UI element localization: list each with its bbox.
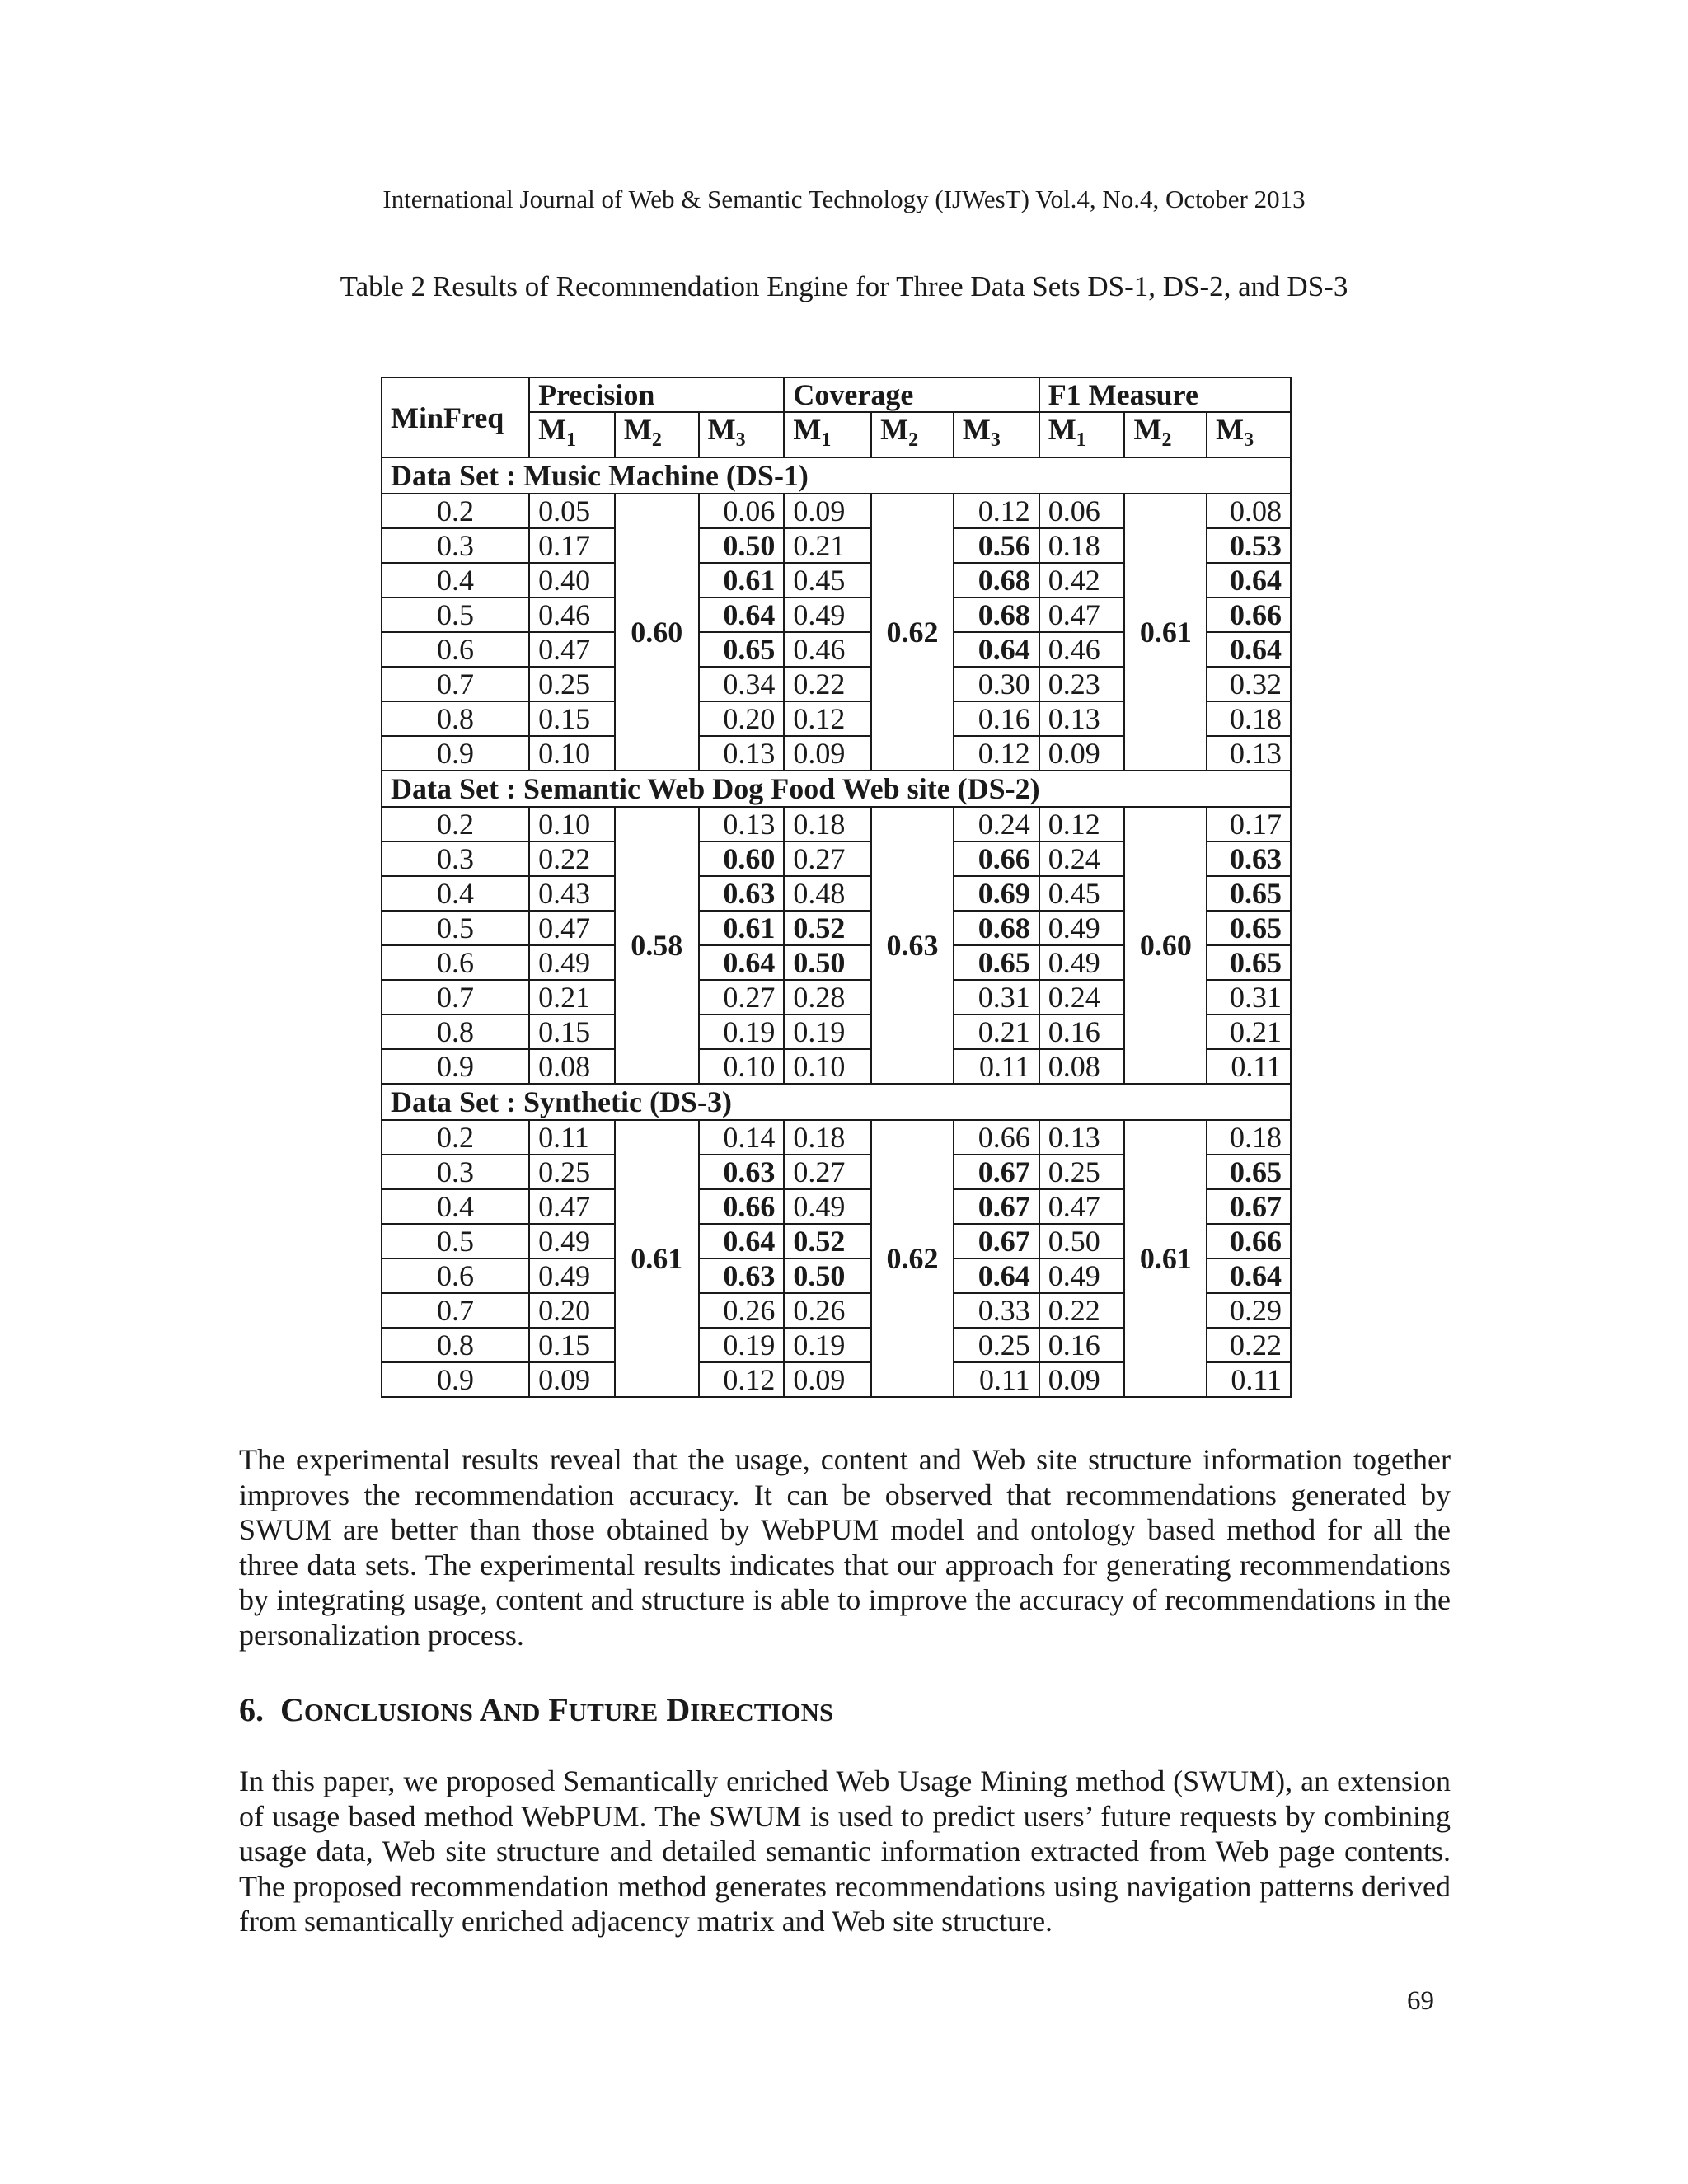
precision-m1-cell: 0.49	[529, 1258, 615, 1293]
f1-m1-cell: 0.46	[1039, 632, 1125, 667]
coverage-m1-cell: 0.21	[784, 528, 871, 563]
method-letter: M	[793, 413, 822, 446]
coverage-m3-cell: 0.68	[954, 598, 1039, 632]
f1-m1-cell: 0.08	[1039, 1049, 1125, 1084]
coverage-m3-cell: 0.31	[954, 980, 1039, 1015]
precision-m3-cell: 0.06	[699, 494, 785, 528]
coverage-m3-cell: 0.66	[954, 1120, 1039, 1155]
precision-m1-cell: 0.49	[529, 945, 615, 980]
minfreq-cell: 0.9	[382, 1362, 529, 1397]
f1-m1-cell: 0.09	[1039, 1362, 1125, 1397]
minfreq-cell: 0.7	[382, 980, 529, 1015]
minfreq-cell: 0.8	[382, 701, 529, 736]
method-letter: M	[707, 413, 736, 446]
precision-m3-cell: 0.27	[699, 980, 785, 1015]
minfreq-cell: 0.3	[382, 528, 529, 563]
method-index: 1	[821, 429, 832, 452]
section-row	[382, 457, 1291, 494]
precision-m1-cell: 0.09	[529, 1362, 615, 1397]
precision-m3-cell: 0.12	[699, 1362, 785, 1397]
precision-m2-merged-cell: 0.58	[615, 807, 699, 1084]
coverage-m1-cell: 0.12	[784, 701, 871, 736]
coverage-m2-merged-cell: 0.63	[871, 807, 954, 1084]
minfreq-cell: 0.6	[382, 632, 529, 667]
f1-m3-cell: 0.17	[1207, 807, 1291, 841]
coverage-m3-cell: 0.66	[954, 841, 1039, 876]
f1-m1-cell: 0.12	[1039, 807, 1125, 841]
table-row	[382, 494, 1291, 528]
section-title-cell: Data Set : Semantic Web Dog Food Web site (DS-2)	[382, 771, 1291, 807]
f1-m3-cell: 0.64	[1207, 563, 1291, 598]
coverage-m1-cell: 0.27	[784, 841, 871, 876]
minfreq-cell: 0.2	[382, 807, 529, 841]
f1-m3-cell: 0.64	[1207, 1258, 1291, 1293]
precision-m1-cell: 0.47	[529, 911, 615, 945]
minfreq-cell: 0.2	[382, 494, 529, 528]
coverage-header: Coverage	[784, 377, 1039, 412]
results-table	[381, 377, 1292, 1398]
coverage-m1-cell: 0.26	[784, 1293, 871, 1328]
f1-m1-cell: 0.13	[1039, 701, 1125, 736]
minfreq-header: MinFreq	[382, 377, 529, 457]
coverage-m1-cell: 0.10	[784, 1049, 871, 1084]
f1-m3-cell: 0.53	[1207, 528, 1291, 563]
heading-initial: D	[666, 1691, 691, 1728]
f1-m3-cell: 0.11	[1207, 1049, 1291, 1084]
precision-m3-cell: 0.65	[699, 632, 785, 667]
f1-m2-merged-cell: 0.61	[1124, 494, 1207, 771]
f1-m1-cell: 0.49	[1039, 911, 1125, 945]
precision-m1-header	[529, 412, 615, 457]
precision-m1-cell: 0.21	[529, 980, 615, 1015]
coverage-m3-cell: 0.67	[954, 1155, 1039, 1189]
precision-m3-cell: 0.34	[699, 667, 785, 701]
heading-rest: UTURE	[568, 1698, 659, 1727]
f1-m1-cell: 0.16	[1039, 1328, 1125, 1362]
coverage-m3-cell: 0.16	[954, 701, 1039, 736]
f1-m3-cell: 0.65	[1207, 945, 1291, 980]
section-title	[280, 1691, 833, 1728]
f1-m3-cell: 0.18	[1207, 701, 1291, 736]
heading-initial: F	[548, 1691, 569, 1728]
table-row	[382, 807, 1291, 841]
method-index: 2	[1161, 429, 1172, 452]
table-caption: Table 2 Results of Recommendation Engine for Three Data Sets DS-1, DS-2, and DS-3	[340, 270, 1348, 302]
coverage-m1-cell: 0.52	[784, 911, 871, 945]
precision-m3-cell: 0.26	[699, 1293, 785, 1328]
page-number: 69	[1407, 1986, 1434, 2016]
running-header: International Journal of Web & Semantic Technology (IJWesT) Vol.4, No.4, October 2013	[382, 185, 1306, 213]
precision-m1-cell: 0.22	[529, 841, 615, 876]
f1-m1-cell: 0.47	[1039, 598, 1125, 632]
minfreq-cell: 0.8	[382, 1015, 529, 1049]
precision-m3-cell: 0.10	[699, 1049, 785, 1084]
f1-m1-cell: 0.06	[1039, 494, 1125, 528]
f1-m3-cell: 0.31	[1207, 980, 1291, 1015]
conclusion-paragraph: In this paper, we proposed Semantically enriched Web Usage Mining method (SWUM), an extension of usage based method WebPUM. The SWUM is used to predict users’ future requests by combining usage data, Web site structure and detailed semantic information extracted from Web page contents. The proposed recommendation method generates recommendations using navigation patterns derived from semantically enriched adjacency matrix and Web site structure.	[239, 1765, 1451, 1938]
method-letter: M	[880, 413, 909, 446]
table-row	[382, 1120, 1291, 1155]
header-row-groups	[382, 377, 1291, 412]
coverage-m1-cell: 0.46	[784, 632, 871, 667]
coverage-m1-cell: 0.50	[784, 1258, 871, 1293]
precision-m2-merged-cell: 0.61	[615, 1120, 699, 1397]
precision-m3-cell: 0.50	[699, 528, 785, 563]
f1-m3-cell: 0.65	[1207, 876, 1291, 911]
coverage-m1-cell: 0.50	[784, 945, 871, 980]
minfreq-cell: 0.4	[382, 1189, 529, 1224]
coverage-m1-cell: 0.09	[784, 1362, 871, 1397]
coverage-m1-cell: 0.22	[784, 667, 871, 701]
method-index: 2	[651, 429, 662, 452]
f1-m2-merged-cell: 0.61	[1124, 1120, 1207, 1397]
f1-m3-cell: 0.32	[1207, 667, 1291, 701]
f1-m1-cell: 0.18	[1039, 528, 1125, 563]
f1-m1-cell: 0.42	[1039, 563, 1125, 598]
f1-m3-cell: 0.63	[1207, 841, 1291, 876]
method-index: 2	[908, 429, 919, 452]
precision-m1-cell: 0.43	[529, 876, 615, 911]
f1-m1-cell: 0.45	[1039, 876, 1125, 911]
heading-initial: A	[479, 1691, 504, 1728]
method-letter: M	[1216, 413, 1245, 446]
precision-m3-cell: 0.63	[699, 1155, 785, 1189]
precision-m3-cell: 0.13	[699, 807, 785, 841]
coverage-m3-cell: 0.68	[954, 563, 1039, 598]
method-letter: M	[1133, 413, 1162, 446]
minfreq-cell: 0.6	[382, 945, 529, 980]
f1-m3-cell: 0.66	[1207, 598, 1291, 632]
method-index: 3	[735, 429, 746, 452]
precision-m1-cell: 0.20	[529, 1293, 615, 1328]
coverage-m1-cell: 0.45	[784, 563, 871, 598]
coverage-m3-cell: 0.65	[954, 945, 1039, 980]
f1-m3-cell: 0.18	[1207, 1120, 1291, 1155]
coverage-m3-cell: 0.12	[954, 494, 1039, 528]
section-row	[382, 771, 1291, 807]
coverage-m3-cell: 0.64	[954, 632, 1039, 667]
f1-m1-cell: 0.13	[1039, 1120, 1125, 1155]
minfreq-cell: 0.3	[382, 1155, 529, 1189]
method-index: 1	[566, 429, 577, 452]
results-paragraph: The experimental results reveal that the usage, content and Web site structure information together improves the recommendation accuracy. It can be observed that recommendations generated by SWUM are better than those obtained by WebPUM model and ontology based method for all the three data sets. The experimental results indicates that our approach for generating recommendations by integrating usage, content and structure is able to improve the accuracy of recommendations in the personalization process.	[239, 1443, 1451, 1652]
precision-m2-merged-cell: 0.60	[615, 494, 699, 771]
precision-m1-cell: 0.15	[529, 1015, 615, 1049]
coverage-m1-cell: 0.18	[784, 1120, 871, 1155]
f1-m1-cell: 0.09	[1039, 736, 1125, 771]
precision-m3-cell: 0.63	[699, 876, 785, 911]
f1-m3-cell: 0.64	[1207, 632, 1291, 667]
precision-m3-cell: 0.19	[699, 1015, 785, 1049]
minfreq-cell: 0.5	[382, 598, 529, 632]
minfreq-cell: 0.4	[382, 563, 529, 598]
f1-m1-cell: 0.24	[1039, 841, 1125, 876]
precision-m1-cell: 0.08	[529, 1049, 615, 1084]
table-body	[382, 457, 1291, 1397]
minfreq-cell: 0.9	[382, 1049, 529, 1084]
method-letter: M	[623, 413, 652, 446]
coverage-m1-cell: 0.09	[784, 494, 871, 528]
precision-m1-cell: 0.05	[529, 494, 615, 528]
f1-m1-cell: 0.24	[1039, 980, 1125, 1015]
precision-m1-cell: 0.17	[529, 528, 615, 563]
f1-m3-cell: 0.67	[1207, 1189, 1291, 1224]
precision-m3-cell: 0.66	[699, 1189, 785, 1224]
precision-m1-cell: 0.49	[529, 1224, 615, 1258]
minfreq-cell: 0.2	[382, 1120, 529, 1155]
precision-m2-header	[615, 412, 699, 457]
coverage-m1-cell: 0.52	[784, 1224, 871, 1258]
f1-m1-cell: 0.50	[1039, 1224, 1125, 1258]
method-letter: M	[1048, 413, 1076, 446]
coverage-m3-cell: 0.30	[954, 667, 1039, 701]
f1-m2-merged-cell: 0.60	[1124, 807, 1207, 1084]
minfreq-cell: 0.5	[382, 911, 529, 945]
section-heading	[239, 1690, 833, 1733]
method-letter: M	[962, 413, 991, 446]
heading-rest: ONCLUSIONS	[303, 1698, 473, 1727]
coverage-m3-cell: 0.11	[954, 1049, 1039, 1084]
coverage-m1-cell: 0.49	[784, 1189, 871, 1224]
minfreq-cell: 0.8	[382, 1328, 529, 1362]
coverage-m3-cell: 0.56	[954, 528, 1039, 563]
precision-m1-cell: 0.10	[529, 736, 615, 771]
precision-m1-cell: 0.25	[529, 1155, 615, 1189]
precision-m1-cell: 0.15	[529, 701, 615, 736]
precision-m1-cell: 0.46	[529, 598, 615, 632]
minfreq-cell: 0.3	[382, 841, 529, 876]
f1-m3-header	[1207, 412, 1291, 457]
coverage-m1-cell: 0.27	[784, 1155, 871, 1189]
precision-m3-cell: 0.64	[699, 598, 785, 632]
coverage-m3-cell: 0.25	[954, 1328, 1039, 1362]
f1-m3-cell: 0.29	[1207, 1293, 1291, 1328]
coverage-m3-cell: 0.11	[954, 1362, 1039, 1397]
method-index: 3	[990, 429, 1001, 452]
precision-m1-cell: 0.47	[529, 1189, 615, 1224]
heading-rest: IRECTIONS	[690, 1698, 834, 1727]
precision-m3-cell: 0.63	[699, 1258, 785, 1293]
f1-m1-cell: 0.49	[1039, 1258, 1125, 1293]
minfreq-cell: 0.7	[382, 667, 529, 701]
coverage-m1-cell: 0.19	[784, 1015, 871, 1049]
precision-m1-cell: 0.10	[529, 807, 615, 841]
coverage-m3-cell: 0.69	[954, 876, 1039, 911]
coverage-m3-cell: 0.21	[954, 1015, 1039, 1049]
coverage-m3-cell: 0.68	[954, 911, 1039, 945]
coverage-m1-cell: 0.09	[784, 736, 871, 771]
precision-m3-cell: 0.19	[699, 1328, 785, 1362]
method-index: 1	[1076, 429, 1086, 452]
minfreq-cell: 0.4	[382, 876, 529, 911]
coverage-m3-header	[954, 412, 1039, 457]
f1-m1-cell: 0.22	[1039, 1293, 1125, 1328]
coverage-m3-cell: 0.67	[954, 1189, 1039, 1224]
precision-m3-cell: 0.14	[699, 1120, 785, 1155]
coverage-m3-cell: 0.64	[954, 1258, 1039, 1293]
coverage-m1-header	[784, 412, 871, 457]
coverage-m1-cell: 0.18	[784, 807, 871, 841]
f1-m3-cell: 0.65	[1207, 1155, 1291, 1189]
coverage-m1-cell: 0.48	[784, 876, 871, 911]
method-letter: M	[538, 413, 567, 446]
precision-m1-cell: 0.40	[529, 563, 615, 598]
f1-m3-cell: 0.08	[1207, 494, 1291, 528]
f1-m3-cell: 0.21	[1207, 1015, 1291, 1049]
precision-m3-header	[699, 412, 785, 457]
precision-m3-cell: 0.20	[699, 701, 785, 736]
f1-m2-header	[1124, 412, 1207, 457]
coverage-m1-cell: 0.19	[784, 1328, 871, 1362]
coverage-m1-cell: 0.28	[784, 980, 871, 1015]
precision-header: Precision	[529, 377, 784, 412]
minfreq-cell: 0.5	[382, 1224, 529, 1258]
f1-m1-header	[1039, 412, 1125, 457]
precision-m3-cell: 0.64	[699, 945, 785, 980]
section-title-cell: Data Set : Music Machine (DS-1)	[382, 457, 1291, 494]
section-number: 6.	[239, 1691, 264, 1728]
precision-m3-cell: 0.60	[699, 841, 785, 876]
f1-m1-cell: 0.25	[1039, 1155, 1125, 1189]
heading-rest: ND	[503, 1698, 541, 1727]
precision-m1-cell: 0.25	[529, 667, 615, 701]
f1-measure-header: F1 Measure	[1039, 377, 1291, 412]
coverage-m3-cell: 0.67	[954, 1224, 1039, 1258]
coverage-m2-header	[871, 412, 954, 457]
f1-m3-cell: 0.11	[1207, 1362, 1291, 1397]
precision-m3-cell: 0.61	[699, 911, 785, 945]
f1-m1-cell: 0.16	[1039, 1015, 1125, 1049]
coverage-m3-cell: 0.12	[954, 736, 1039, 771]
minfreq-cell: 0.9	[382, 736, 529, 771]
f1-m3-cell: 0.13	[1207, 736, 1291, 771]
heading-initial: C	[280, 1691, 304, 1728]
coverage-m1-cell: 0.49	[784, 598, 871, 632]
precision-m3-cell: 0.13	[699, 736, 785, 771]
f1-m3-cell: 0.22	[1207, 1328, 1291, 1362]
f1-m1-cell: 0.23	[1039, 667, 1125, 701]
precision-m1-cell: 0.47	[529, 632, 615, 667]
section-row	[382, 1084, 1291, 1120]
method-index: 3	[1244, 429, 1254, 452]
section-title-cell: Data Set : Synthetic (DS-3)	[382, 1084, 1291, 1120]
precision-m1-cell: 0.11	[529, 1120, 615, 1155]
f1-m3-cell: 0.66	[1207, 1224, 1291, 1258]
precision-m3-cell: 0.61	[699, 563, 785, 598]
f1-m3-cell: 0.65	[1207, 911, 1291, 945]
coverage-m2-merged-cell: 0.62	[871, 1120, 954, 1397]
minfreq-cell: 0.7	[382, 1293, 529, 1328]
coverage-m3-cell: 0.24	[954, 807, 1039, 841]
coverage-m3-cell: 0.33	[954, 1293, 1039, 1328]
f1-m1-cell: 0.49	[1039, 945, 1125, 980]
precision-m3-cell: 0.64	[699, 1224, 785, 1258]
f1-m1-cell: 0.47	[1039, 1189, 1125, 1224]
minfreq-cell: 0.6	[382, 1258, 529, 1293]
precision-m1-cell: 0.15	[529, 1328, 615, 1362]
coverage-m2-merged-cell: 0.62	[871, 494, 954, 771]
